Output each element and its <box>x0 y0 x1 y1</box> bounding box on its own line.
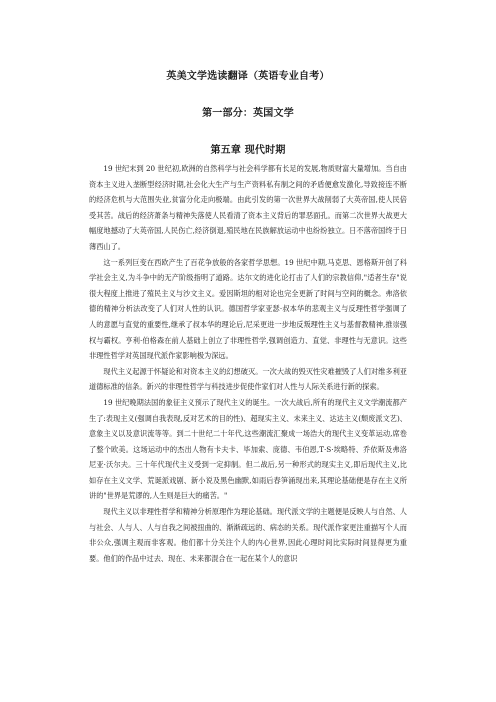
paragraph: 19 世纪晚期法国的象征主义预示了现代主义的诞生。一次大战后,所有的现代主义文学潮流都产生了:表现主义(强调自我表现,反对艺术的目的性)、超现实主义、未来主义、达达主义(颓废派文艺)、意象主义以及意识流等等。到二十世纪二十年代,这些潮流汇聚成一场浩大的现代主义变革运动,席卷了整个欧美。这场运动中的杰出人物有卡夫卡、毕加索、庞德、韦伯恩,T·S·埃略特、乔依斯及弗洛尼亚·沃尔夫。三十年代现代主义受到一定抑制。但二战后,另一种形式的现实主义,即后现代主义,比如存在主义文学、荒诞派戏剧、新小说及黑色幽默,如雨后春笋涌现出来,其理论基础便是存在主义所讲的"世界是荒谬的,人生则是巨大的痛苦。" <box>89 397 407 501</box>
paragraph: 这一系列巨变在西欧产生了百花争放般的各家哲学思想。19 世纪中期,马克思、恩格斯开创了科学社会主义,为斗争中的无产阶级指明了道路。达尔文的进化论打击了人们的宗教信仰,"适者生存"说很大程度上推进了殖民主义与沙文主义。爱因斯坦的相对论也完全更新了时间与空间的概念。弗洛依德的精神分析法改变了人们对人性的认识。德国哲学家亚瑟·叔本华的悲观主义与反理性哲学强调了人的意愿与直觉的重要性,继承了叔本华的理论后,尼采更进一步地反叛理性主义与基督教精神,推崇强权与霸权。亨利·伯格森在前人基础上创立了非理性哲学,强调创造力、直觉、非理性与无意识。这些非理性哲学对英国现代派作家影响极为深远。 <box>89 257 407 361</box>
paragraph: 19 世纪末到 20 世纪初,欧洲的自然科学与社会科学都有长足的发展,物质财富大量增加。当自由资本主义进入垄断型经济时期,社会化大生产与生产资料私有制之间的矛盾便愈发激化,导致接连不断的经济危机与大范围失业,贫富分化走向极端。由此引发的第一次世界大战削弱了大英帝国,使人民倍受其苦。战后的经济萧条与精神失落使人民看清了资本主义背后的罪恶面孔。而第二次世界大战更大幅度地撼动了大英帝国,人民伤亡,经济倒退,殖民地在民族解放运动中也纷纷独立。日不落帝国终于日薄西山了。 <box>89 164 407 251</box>
chapter-heading: 第五章 现代时期 <box>210 145 286 156</box>
document-title: 英美文学选读翻译（英语专业自考） <box>166 71 330 82</box>
part-heading: 第一部分：英国文学 <box>202 108 294 119</box>
paragraph: 现代主义起源于怀疑论和对资本主义的幻想破灭。一次大战的毁灭性灾难摧毁了人们对维多利亚道德标准的信条。新兴的非理性哲学与科技进步促使作家们对人性与人际关系进行新的探索。 <box>89 366 407 392</box>
body-text <box>89 161 407 566</box>
paragraph: 现代主义以非理性哲学和精神分析原理作为理论基础。现代派文学的主题便是反映人与自然、人与社会、人与人、人与自我之间被扭曲的、渐渐疏远的、病态的关系。现代派作家更注重描写个人而非公众,强调主观而非客观。他们都十分关注个人的内心世界,因此心理时间比实际时间显得更为重要。他们的作品中过去、现在、未来都混合在一起在某个人的意识 <box>89 507 407 563</box>
